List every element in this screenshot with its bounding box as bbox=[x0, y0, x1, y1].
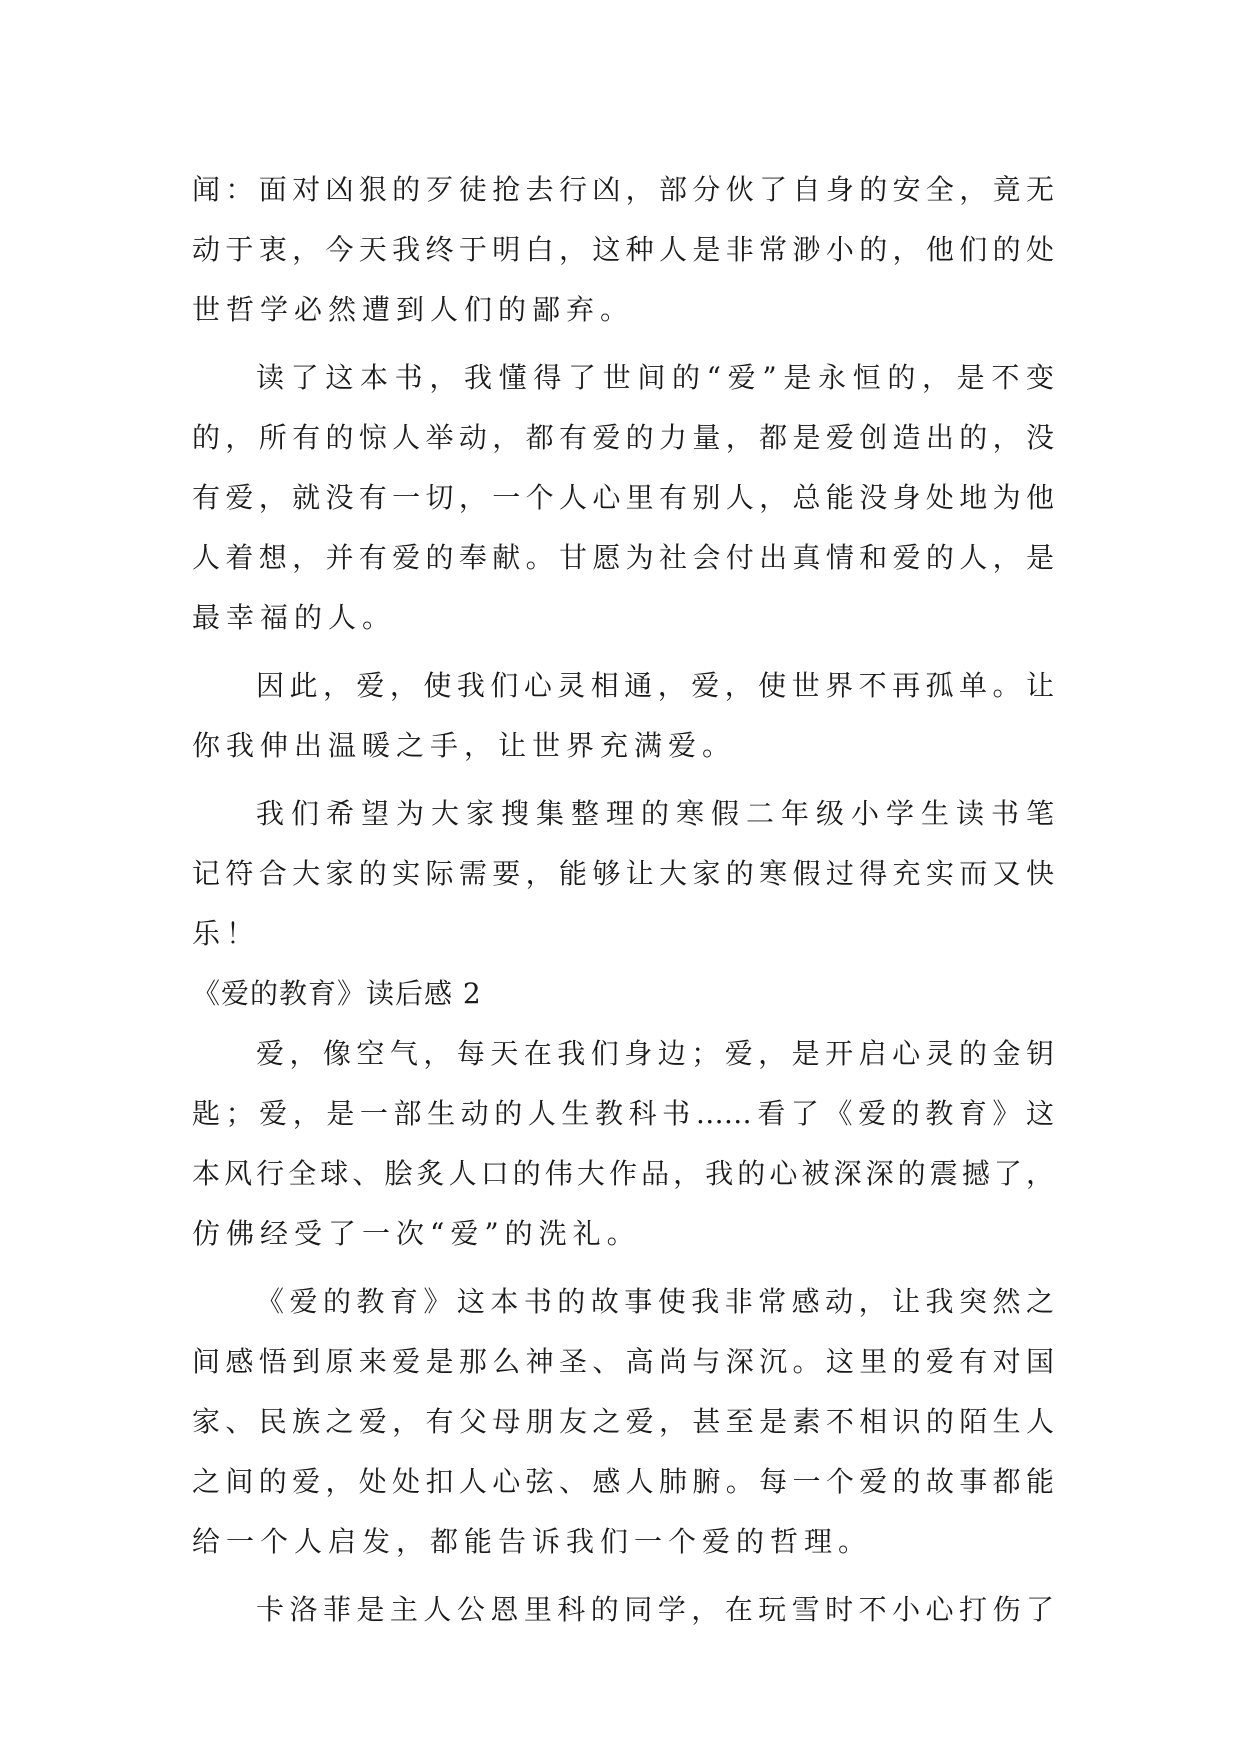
paragraph bbox=[192, 1580, 1054, 1640]
text-line: 《爱的教育》这本书的故事使我非常感动，让我突然之 bbox=[256, 1285, 1054, 1318]
paragraph bbox=[192, 348, 1054, 648]
text-line: 闻：面对凶狠的歹徒抢去行凶，部分伙了自身的安全，竟无 bbox=[192, 173, 1054, 206]
section-heading: 《爱的教育》读后感 2 bbox=[192, 977, 482, 1010]
text-line: 读了这本书，我懂得了世间的“爱”是永恒的，是不变 bbox=[256, 361, 1054, 394]
text-line: 仿佛经受了一次“爱”的洗礼。 bbox=[192, 1217, 641, 1250]
text-line: 爱，像空气，每天在我们身边；爱，是开启心灵的金钥 bbox=[256, 1037, 1054, 1070]
text-line: 记符合大家的实际需要，能够让大家的寒假过得充实而又快 bbox=[192, 857, 1054, 890]
text-line: 人着想，并有爱的奉献。甘愿为社会付出真情和爱的人，是 bbox=[192, 541, 1054, 574]
paragraph bbox=[192, 160, 1054, 340]
text-line: 给一个人启发，都能告诉我们一个爱的哲理。 bbox=[192, 1525, 873, 1558]
text-line: 的，所有的惊人举动，都有爱的力量，都是爱创造出的，没 bbox=[192, 421, 1054, 454]
text-line: 有爱，就没有一切，一个人心里有别人，总能没身处地为他 bbox=[192, 481, 1054, 514]
paragraph bbox=[192, 1024, 1054, 1264]
text-line: 家、民族之爱，有父母朋友之爱，甚至是素不相识的陌生人 bbox=[192, 1405, 1054, 1438]
text-line: 本风行全球、脍炙人口的伟大作品，我的心被深深的震撼了， bbox=[192, 1157, 1054, 1190]
document-body bbox=[192, 160, 1054, 1640]
text-line: 最幸福的人。 bbox=[192, 601, 397, 634]
text-line: 我们希望为大家搜集整理的寒假二年级小学生读书笔 bbox=[256, 797, 1054, 830]
text-line: 间感悟到原来爱是那么神圣、高尚与深沉。这里的爱有对国 bbox=[192, 1345, 1054, 1378]
text-line: 世哲学必然遭到人们的鄙弃。 bbox=[192, 293, 635, 326]
text-line: 因此，爱，使我们心灵相通，爱，使世界不再孤单。让 bbox=[256, 669, 1054, 702]
paragraph bbox=[192, 1272, 1054, 1572]
paragraph bbox=[192, 656, 1054, 776]
text-line: 动于衷，今天我终于明白，这种人是非常渺小的，他们的处 bbox=[192, 233, 1054, 266]
text-line: 卡洛菲是主人公恩里科的同学，在玩雪时不小心打伤了 bbox=[256, 1593, 1054, 1626]
text-line: 匙；爱，是一部生动的人生教科书……看了《爱的教育》这 bbox=[192, 1097, 1054, 1130]
text-line: 你我伸出温暖之手，让世界充满爱。 bbox=[192, 729, 737, 762]
text-line: 乐！ bbox=[192, 917, 261, 950]
paragraph bbox=[192, 784, 1054, 964]
text-line: 之间的爱，处处扣人心弦、感人肺腑。每一个爱的故事都能 bbox=[192, 1465, 1054, 1498]
